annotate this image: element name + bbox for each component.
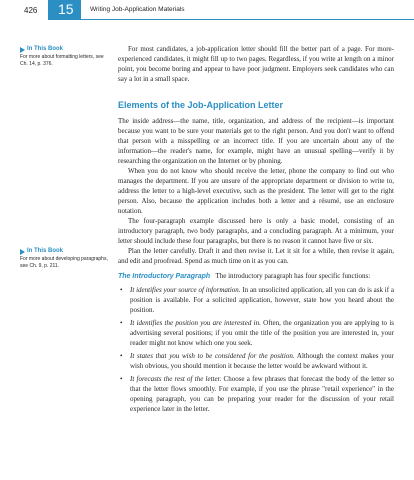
margin-note-head: In This Book bbox=[20, 46, 112, 53]
body-paragraph: Plan the letter carefully. Draft it and then revise it. Let it sit for a while, then revise it again, and edit and proofread. Spend as much time on it as you can. bbox=[118, 247, 394, 265]
arrow-icon bbox=[20, 249, 25, 255]
margin-note-head: In This Book bbox=[20, 248, 112, 255]
margin-note-text: For more about developing paragraphs, see Ch. 9, p. 211. bbox=[20, 256, 108, 269]
list-item: • It states that you wish to be considered for the position. Although the context makes your wish obvious, you should mention it because the letter would be awkward without it. bbox=[120, 352, 394, 370]
margin-note-text: For more about formatting letters, see Ch. 14, p. 376. bbox=[20, 54, 104, 67]
body-paragraph: For most candidates, a job-application letter should fill the better part of a page. For more-experienced candidates, it might fill up to two pages. Regardless, if you write at length on a minor point, you become boring and appear to have poor judgment. Employers seek candidates who can say a lot in a small space. bbox=[118, 45, 394, 83]
body-paragraph: When you do not know who should receive the letter, phone the company to find out who manages the department. If you are unsure of the appropriate department or division to write to, address the letter to a high-level executive, such as the president. The letter will get to the right person. Also, because the application includes both a letter and a résumé, use an enclosure notation. bbox=[118, 167, 394, 215]
margin-note-formatting bbox=[20, 46, 112, 68]
bullet-icon: • bbox=[120, 319, 123, 327]
bullet-icon: • bbox=[120, 352, 123, 360]
list-item: • It identifies your source of information. In an unsolicited application, all you can do is ask if a position is available. For a solicited application, however, state how you heard about the position. bbox=[120, 286, 394, 314]
list-item: • It forecasts the rest of the letter. Choose a few phrases that forecast the body of the letter so that the letter flows smoothly. For example, if you use the phrase "retail experience" in the opening paragraph, you can be preparing your reader for the discussion of your retail experience later in the letter. bbox=[120, 375, 395, 413]
body-paragraph: The inside address—the name, title, organization, and address of the recipient—is important because you want to be sure your materials get to the right person. And you don't want to offend that person with a misspelling or an incorrect title. If you are uncertain about any of the information—the reader's name, for example, might have an unusual spelling—verify it by researching the organization on the Internet or by phoning. bbox=[118, 117, 394, 165]
section-heading: Elements of the Job-Application Letter bbox=[118, 100, 284, 110]
page-header bbox=[0, 0, 414, 30]
body-paragraph: The four-paragraph example discussed here is only a basic model, consisting of an introductory paragraph, two body paragraphs, and a concluding paragraph. At a minimum, your letter should include these four paragraphs, but there is no reason it cannot have five or six. bbox=[118, 217, 394, 245]
section-body bbox=[118, 116, 394, 417]
running-head: Writing Job-Application Materials bbox=[90, 6, 185, 13]
run-in-heading: The Introductory Paragraph bbox=[118, 273, 211, 280]
function-list bbox=[118, 285, 394, 414]
header-rule bbox=[48, 19, 414, 20]
bullet-icon: • bbox=[120, 286, 123, 294]
margin-note-paragraphs bbox=[20, 248, 112, 270]
run-in-text: The introductory paragraph has four specific functions: bbox=[215, 272, 371, 280]
page-number: 426 bbox=[24, 6, 38, 15]
intro-paragraph-block bbox=[118, 44, 394, 84]
arrow-icon bbox=[20, 47, 25, 53]
chapter-number: 15 bbox=[58, 1, 74, 17]
bullet-icon: • bbox=[120, 375, 123, 383]
intro-paragraph-section bbox=[118, 271, 394, 282]
list-item: • It identifies the position you are interested in. Often, the organization you are applying to is advertising several positions; if you omit the title of the position you are interested in, your reader might not know which one you seek. bbox=[120, 319, 394, 347]
